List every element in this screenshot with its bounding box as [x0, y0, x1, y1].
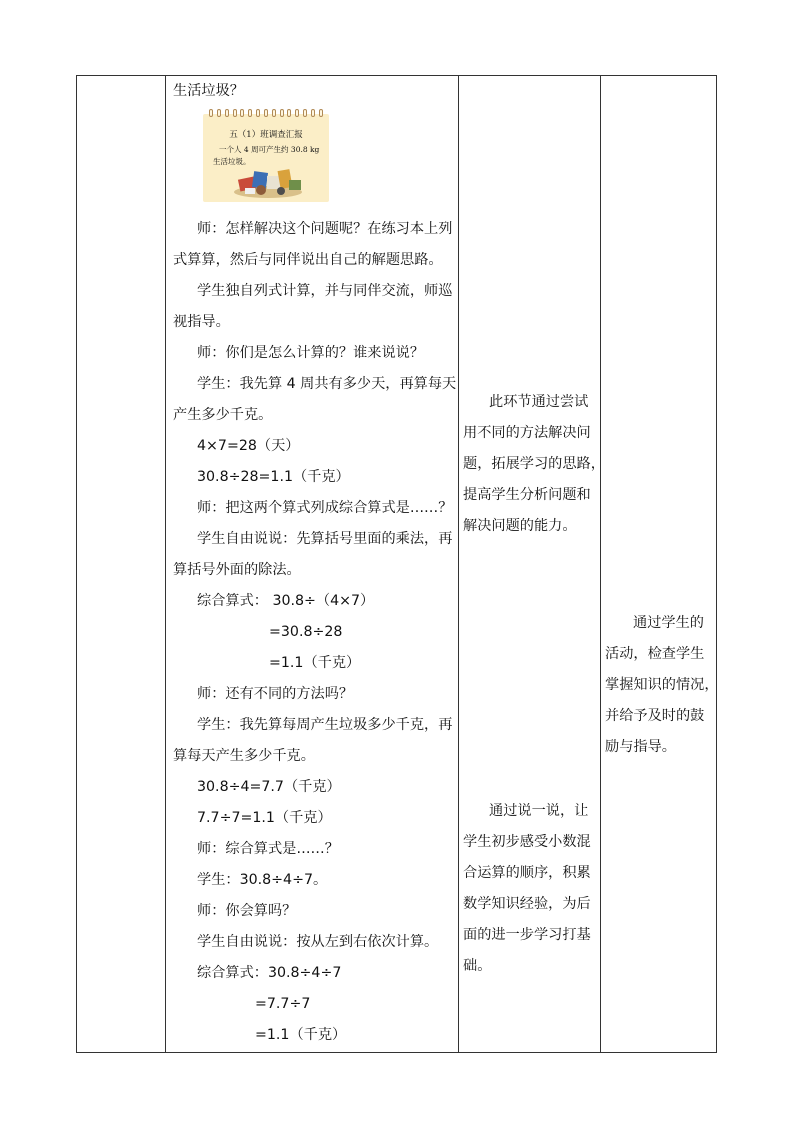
evaluation-note-line: 通过学生的 [633, 615, 704, 631]
text-line: 学生自由说说：按从左到右依次计算。 [197, 934, 439, 950]
design-note-line: 解决问题的能力。 [463, 518, 577, 534]
design-note-line: 用不同的方法解决问 [463, 425, 591, 441]
design-note-line: 提高学生分析问题和 [463, 487, 591, 503]
design-note-line: 数学知识经验，为后 [463, 896, 591, 912]
formula-line: 综合算式： 30.8÷（4×7） [197, 593, 375, 609]
lesson-table [76, 75, 717, 1053]
formula-line: =7.7÷7 [255, 996, 311, 1012]
text-line: 生活垃圾？ [173, 83, 244, 99]
formula-line: =1.1（千克） [269, 655, 361, 671]
design-note-line: 础。 [463, 958, 492, 974]
formula-line: 30.8÷28=1.1（千克） [197, 469, 350, 485]
design-note-line: 学生初步感受小数混 [463, 834, 591, 850]
formula-line: 4×7=28（天） [197, 438, 300, 454]
column-divider [458, 76, 459, 1052]
formula-line: 30.8÷4=7.7（千克） [197, 779, 341, 795]
evaluation-note-line: 并给予及时的鼓 [605, 708, 705, 724]
notebook-spiral [209, 109, 323, 117]
text-line: 学生：我先算每周产生垃圾多少千克，再 [197, 717, 453, 733]
evaluation-note-line: 励与指导。 [605, 739, 676, 755]
formula-line: 7.7÷7=1.1（千克） [197, 810, 332, 826]
garbage-pile-icon [231, 164, 305, 198]
column-divider [600, 76, 601, 1052]
evaluation-note-line: 活动，检查学生 [605, 646, 705, 662]
text-line: 视指导。 [173, 314, 230, 330]
text-line: 学生自由说说：先算括号里面的乘法，再 [197, 531, 453, 547]
text-line: 师：怎样解决这个问题呢？在练习本上列 [197, 221, 453, 237]
text-line: 学生：30.8÷4÷7。 [197, 872, 328, 888]
text-line: 师：你会算吗？ [197, 903, 297, 919]
text-line: 师：综合算式是……？ [197, 841, 339, 857]
design-note-line: 通过说一说，让 [489, 803, 589, 819]
formula-line: =1.1（千克） [255, 1027, 347, 1043]
text-line: 学生：我先算 4 周共有多少天，再算每天 [197, 376, 457, 392]
card-text: 生活垃圾。 [213, 157, 251, 166]
evaluation-note-line: 掌握知识的情况， [605, 677, 719, 693]
survey-report-card [203, 114, 329, 202]
text-line: 学生独自列式计算，并与同伴交流，师巡 [197, 283, 453, 299]
text-line: 产生多少千克。 [173, 407, 273, 423]
card-title: 五（1）班调查汇报 [229, 130, 303, 140]
formula-line: 综合算式：30.8÷4÷7 [197, 965, 342, 981]
text-line: 师：还有不同的方法吗？ [197, 686, 354, 702]
design-note-line: 题，拓展学习的思路， [463, 456, 605, 472]
text-line: 算括号外面的除法。 [173, 562, 301, 578]
text-line: 算每天产生多少千克。 [173, 748, 315, 764]
column-divider [165, 76, 166, 1052]
card-text: 一个人 4 周可产生约 30.8 kg [219, 145, 320, 154]
formula-line: =30.8÷28 [269, 624, 343, 640]
text-line: 师：你们是怎么计算的？谁来说说？ [197, 345, 425, 361]
design-note-line: 此环节通过尝试 [489, 394, 589, 410]
text-line: 师：把这两个算式列成综合算式是……？ [197, 500, 453, 516]
design-note-line: 面的进一步学习打基 [463, 927, 591, 943]
text-line: 式算算，然后与同伴说出自己的解题思路。 [173, 252, 443, 268]
design-note-line: 合运算的顺序，积累 [463, 865, 591, 881]
